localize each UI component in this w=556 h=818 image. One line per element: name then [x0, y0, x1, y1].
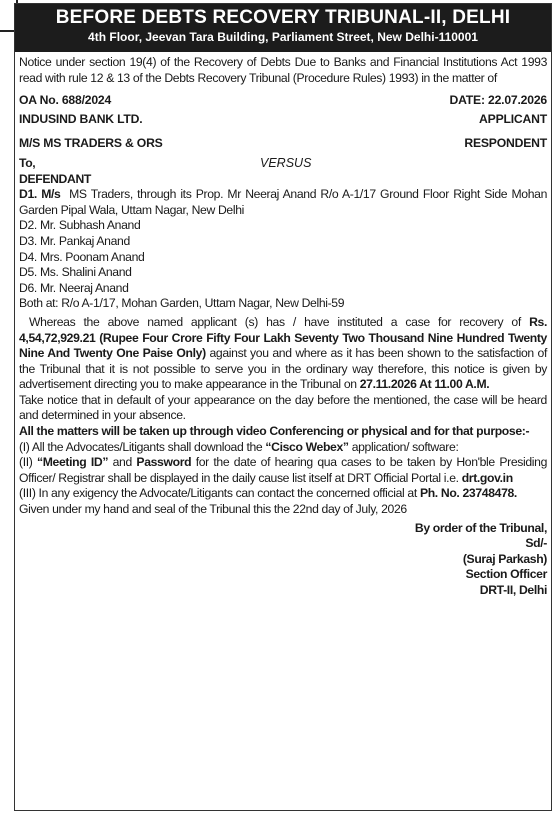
- oa-number: OA No. 688/2024: [19, 93, 112, 108]
- defendant-d2: D2. Mr. Subhash Anand: [19, 218, 141, 233]
- case-row: [19, 93, 547, 109]
- defendant-d5: D5. Ms. Shalini Anand: [19, 265, 132, 280]
- instruction-3: [19, 486, 547, 502]
- defendant-d6: D6. Mr. Neeraj Anand: [19, 280, 129, 295]
- para1-text-a: Whereas the above named applicant (s) has / have instituted a case for recovery of: [29, 314, 530, 329]
- signature-designation: Section Officer: [465, 567, 547, 582]
- notice-date: DATE: 22.07.2026: [449, 93, 547, 108]
- password-label: Password: [136, 455, 192, 470]
- instruction-1: [19, 440, 547, 456]
- hearing-date: 27.11.2026 At 11.00 A.M.: [359, 377, 490, 392]
- intro-text: Notice under section 19(4) of the Recovery of Debts Due to Banks and Financial Institutions Act 1993 read with rule 12 & 13 of the Debts Recovery Tribunal (Procedure Rules) 1993) in the matter of: [19, 55, 547, 85]
- respondent-label: RESPONDENT: [464, 136, 547, 151]
- applicant-name: INDUSIND BANK LTD.: [19, 111, 143, 126]
- contact-phone: Ph. No. 23748478.: [419, 486, 517, 501]
- app-name: “Cisco Webex”: [265, 439, 349, 454]
- item3-text: (III) In any exigency the Advocate/Litigants can contact the concerned official at: [19, 486, 420, 501]
- given-line: Given under my hand and seal of the Tribunal this the 22nd day of July, 2026: [19, 502, 407, 517]
- notice-title: BEFORE DEBTS RECOVERY TRIBUNAL-II, DELHI: [55, 7, 511, 28]
- to-line: To,: [19, 155, 36, 170]
- defendant-d1: [19, 187, 547, 218]
- signature-office: DRT-II, Delhi: [479, 583, 547, 597]
- legal-notice: [14, 3, 552, 811]
- defendant-heading: DEFENDANT: [19, 171, 92, 186]
- defendant-d4: D4. Mrs. Poonam Anand: [19, 249, 145, 264]
- d1-label: D1. M/s: [19, 187, 61, 202]
- notice-header: [15, 4, 551, 52]
- signature-sd: Sd/-: [525, 536, 547, 551]
- d1-text: MS Traders, through its Prop. Mr Neeraj Anand R/o A-1/17 Ground Floor Right Side Mohan Garden Pipal Wala, Uttam Nagar, New Delhi: [19, 187, 548, 217]
- default-paragraph: Take notice that in default of your appearance on the day before the mentioned, the case will be heard and determined in your absence.: [19, 392, 547, 423]
- meeting-id-label: “Meeting ID”: [37, 455, 109, 470]
- signature-block: [19, 521, 547, 599]
- respondent-name: M/S MS TRADERS & ORS: [19, 136, 163, 151]
- applicant-row: [19, 112, 547, 128]
- notice-body: [15, 52, 551, 599]
- signature-name: (Suraj Parkash): [462, 551, 547, 566]
- item2-text: for the date of hearing qua cases to be taken by Hon'ble Presiding Officer/ Registrar shall be displayed in the daily cause list itself at DRT Official Portal i.e.: [19, 455, 548, 485]
- signature-order: By order of the Tribunal,: [414, 520, 547, 535]
- claim-amount: Rs. 4,54,72,929.21 (Rupee Four Crore Fifty Four Lakh Seventy Two Thousand Nine Hundred Twenty Nine And Twenty One Paise Only): [19, 314, 547, 361]
- respondent-row: [19, 136, 547, 152]
- portal-link[interactable]: drt.gov.in: [461, 470, 513, 485]
- item1-text-a: (I) All the Advocates/Litigants shall download the: [19, 439, 266, 454]
- notice-address: 4th Floor, Jeevan Tara Building, Parliament Street, New Delhi-110001: [88, 30, 478, 44]
- defendant-d3: D3. Mr. Pankaj Anand: [19, 233, 130, 248]
- instruction-2: [19, 455, 547, 486]
- item1-text-b: application/ software:: [348, 439, 459, 454]
- item2-prefix: (II): [19, 455, 38, 470]
- video-conf-paragraph: All the matters will be taken up through video Conferencing or physical and for that purpose:-: [19, 424, 530, 439]
- versus-label: VERSUS: [260, 156, 312, 170]
- recovery-paragraph: [19, 315, 547, 393]
- applicant-label: APPLICANT: [479, 111, 547, 126]
- para1-text-b: against you and where as it has been shown to the satisfaction of the Tribunal that it is not possible to serve you in the ordinary way therefore, this notice is given by advertisement directing you to make appearance in the Tribunal on: [19, 346, 547, 392]
- defendant-address: Both at: R/o A-1/17, Mohan Garden, Uttam Nagar, New Delhi-59: [19, 296, 345, 311]
- item2-and: and: [108, 455, 137, 470]
